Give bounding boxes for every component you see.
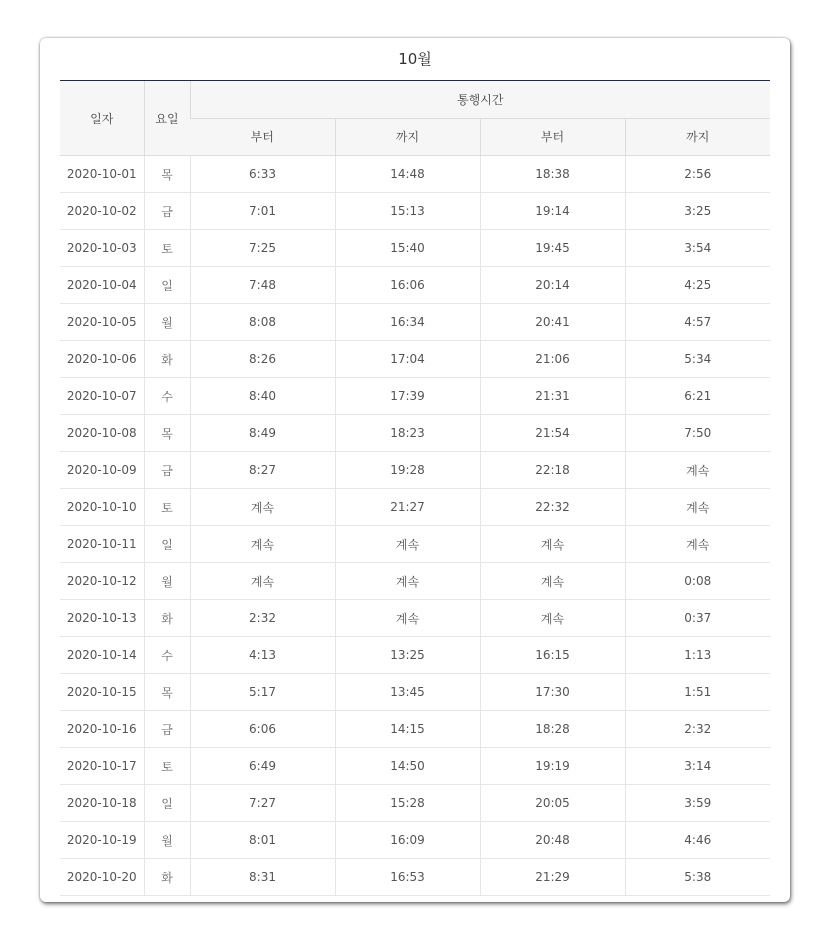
to-2-cell: 5:38 [625, 859, 770, 896]
date-cell: 2020-10-04 [60, 267, 144, 304]
from-1-cell: 8:26 [190, 341, 335, 378]
from-2-cell: 계속 [480, 563, 625, 600]
day-cell: 화 [144, 859, 190, 896]
to-1-cell: 계속 [335, 526, 480, 563]
day-cell: 토 [144, 230, 190, 267]
from-2-cell: 16:15 [480, 637, 625, 674]
to-1-cell: 16:53 [335, 859, 480, 896]
day-cell: 일 [144, 267, 190, 304]
to-2-cell: 5:34 [625, 341, 770, 378]
table-row [60, 415, 770, 452]
from-2-cell: 19:14 [480, 193, 625, 230]
to-2-cell: 3:25 [625, 193, 770, 230]
table-body [60, 156, 770, 896]
date-cell: 2020-10-03 [60, 230, 144, 267]
table-row [60, 304, 770, 341]
date-cell: 2020-10-05 [60, 304, 144, 341]
header-to-1: 까지 [335, 118, 480, 156]
from-1-cell: 6:06 [190, 711, 335, 748]
from-1-cell: 8:40 [190, 378, 335, 415]
to-1-cell: 16:06 [335, 267, 480, 304]
header-from-2: 부터 [480, 118, 625, 156]
from-2-cell: 20:48 [480, 822, 625, 859]
day-cell: 일 [144, 785, 190, 822]
date-cell: 2020-10-16 [60, 711, 144, 748]
to-1-cell: 14:15 [335, 711, 480, 748]
date-cell: 2020-10-11 [60, 526, 144, 563]
from-2-cell: 21:29 [480, 859, 625, 896]
table-row [60, 748, 770, 785]
day-cell: 목 [144, 674, 190, 711]
from-1-cell: 5:17 [190, 674, 335, 711]
day-cell: 월 [144, 304, 190, 341]
day-cell: 화 [144, 341, 190, 378]
to-2-cell: 1:51 [625, 674, 770, 711]
day-cell: 화 [144, 600, 190, 637]
day-cell: 목 [144, 415, 190, 452]
date-cell: 2020-10-08 [60, 415, 144, 452]
table-row [60, 193, 770, 230]
from-2-cell: 21:06 [480, 341, 625, 378]
to-1-cell: 13:25 [335, 637, 480, 674]
to-1-cell: 15:28 [335, 785, 480, 822]
from-1-cell: 7:01 [190, 193, 335, 230]
table-row [60, 785, 770, 822]
from-2-cell: 계속 [480, 526, 625, 563]
table-row [60, 822, 770, 859]
table-row [60, 452, 770, 489]
date-cell: 2020-10-01 [60, 156, 144, 193]
from-2-cell: 20:41 [480, 304, 625, 341]
to-1-cell: 17:39 [335, 378, 480, 415]
day-cell: 금 [144, 193, 190, 230]
from-1-cell: 계속 [190, 563, 335, 600]
to-1-cell: 15:40 [335, 230, 480, 267]
date-cell: 2020-10-15 [60, 674, 144, 711]
header-day: 요일 [144, 81, 190, 156]
from-1-cell: 계속 [190, 526, 335, 563]
to-1-cell: 13:45 [335, 674, 480, 711]
day-cell: 금 [144, 452, 190, 489]
from-1-cell: 6:33 [190, 156, 335, 193]
table-row [60, 526, 770, 563]
table-row [60, 230, 770, 267]
table-row [60, 674, 770, 711]
day-cell: 목 [144, 156, 190, 193]
to-2-cell: 4:46 [625, 822, 770, 859]
to-2-cell: 계속 [625, 489, 770, 526]
from-1-cell: 7:25 [190, 230, 335, 267]
from-2-cell: 20:05 [480, 785, 625, 822]
table-row [60, 156, 770, 193]
to-2-cell: 7:50 [625, 415, 770, 452]
table-row [60, 563, 770, 600]
from-2-cell: 21:31 [480, 378, 625, 415]
header-from-1: 부터 [190, 118, 335, 156]
to-2-cell: 0:37 [625, 600, 770, 637]
table-row [60, 489, 770, 526]
from-1-cell: 8:49 [190, 415, 335, 452]
header-to-2: 까지 [625, 118, 770, 156]
to-1-cell: 21:27 [335, 489, 480, 526]
from-1-cell: 7:27 [190, 785, 335, 822]
from-1-cell: 7:48 [190, 267, 335, 304]
to-2-cell: 6:21 [625, 378, 770, 415]
date-cell: 2020-10-02 [60, 193, 144, 230]
date-cell: 2020-10-17 [60, 748, 144, 785]
to-1-cell: 16:34 [335, 304, 480, 341]
table-row [60, 637, 770, 674]
from-1-cell: 8:01 [190, 822, 335, 859]
header-date: 일자 [60, 81, 144, 156]
from-2-cell: 19:19 [480, 748, 625, 785]
day-cell: 일 [144, 526, 190, 563]
day-cell: 금 [144, 711, 190, 748]
to-2-cell: 3:54 [625, 230, 770, 267]
to-2-cell: 계속 [625, 526, 770, 563]
from-2-cell: 22:32 [480, 489, 625, 526]
date-cell: 2020-10-20 [60, 859, 144, 896]
from-1-cell: 계속 [190, 489, 335, 526]
table-header [60, 81, 770, 156]
from-2-cell: 18:38 [480, 156, 625, 193]
from-2-cell: 20:14 [480, 267, 625, 304]
date-cell: 2020-10-10 [60, 489, 144, 526]
to-1-cell: 16:09 [335, 822, 480, 859]
header-travel-time: 통행시간 [190, 81, 770, 119]
to-2-cell: 계속 [625, 452, 770, 489]
from-1-cell: 8:31 [190, 859, 335, 896]
table-row [60, 267, 770, 304]
date-cell: 2020-10-14 [60, 637, 144, 674]
to-1-cell: 계속 [335, 563, 480, 600]
day-cell: 수 [144, 637, 190, 674]
date-cell: 2020-10-12 [60, 563, 144, 600]
to-2-cell: 3:59 [625, 785, 770, 822]
from-1-cell: 6:49 [190, 748, 335, 785]
to-2-cell: 4:57 [625, 304, 770, 341]
table-row [60, 600, 770, 637]
day-cell: 토 [144, 489, 190, 526]
to-2-cell: 1:13 [625, 637, 770, 674]
table-row [60, 859, 770, 896]
to-1-cell: 14:48 [335, 156, 480, 193]
to-1-cell: 18:23 [335, 415, 480, 452]
schedule-card [40, 38, 790, 902]
to-2-cell: 2:32 [625, 711, 770, 748]
date-cell: 2020-10-09 [60, 452, 144, 489]
table-row [60, 378, 770, 415]
from-1-cell: 8:08 [190, 304, 335, 341]
from-2-cell: 21:54 [480, 415, 625, 452]
to-1-cell: 15:13 [335, 193, 480, 230]
date-cell: 2020-10-07 [60, 378, 144, 415]
to-2-cell: 4:25 [625, 267, 770, 304]
from-1-cell: 8:27 [190, 452, 335, 489]
day-cell: 월 [144, 563, 190, 600]
date-cell: 2020-10-18 [60, 785, 144, 822]
from-2-cell: 19:45 [480, 230, 625, 267]
table-row [60, 341, 770, 378]
to-2-cell: 2:56 [625, 156, 770, 193]
to-2-cell: 0:08 [625, 563, 770, 600]
to-1-cell: 17:04 [335, 341, 480, 378]
to-2-cell: 3:14 [625, 748, 770, 785]
month-title: 10월 [398, 50, 432, 68]
from-2-cell: 계속 [480, 600, 625, 637]
to-1-cell: 14:50 [335, 748, 480, 785]
from-1-cell: 4:13 [190, 637, 335, 674]
from-2-cell: 18:28 [480, 711, 625, 748]
day-cell: 월 [144, 822, 190, 859]
from-1-cell: 2:32 [190, 600, 335, 637]
day-cell: 수 [144, 378, 190, 415]
to-1-cell: 19:28 [335, 452, 480, 489]
from-2-cell: 22:18 [480, 452, 625, 489]
from-2-cell: 17:30 [480, 674, 625, 711]
date-cell: 2020-10-06 [60, 341, 144, 378]
date-cell: 2020-10-19 [60, 822, 144, 859]
to-1-cell: 계속 [335, 600, 480, 637]
table-row [60, 711, 770, 748]
date-cell: 2020-10-13 [60, 600, 144, 637]
travel-time-table [60, 80, 770, 896]
day-cell: 토 [144, 748, 190, 785]
